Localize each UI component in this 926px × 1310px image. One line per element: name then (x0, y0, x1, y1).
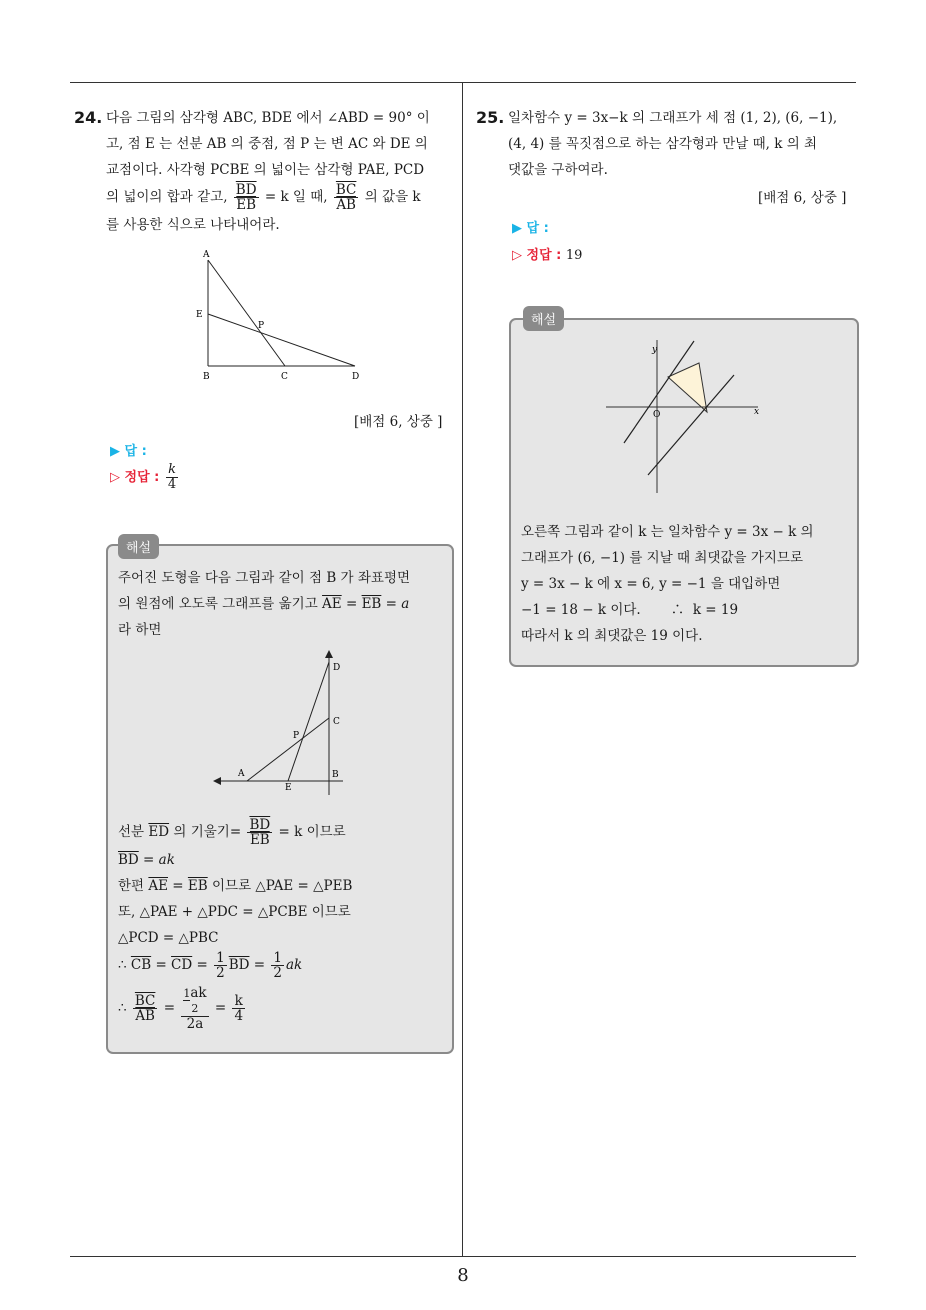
correct-answer (110, 463, 180, 492)
score-label: [배점 6, 상중 ] (758, 190, 847, 206)
coordinate-figure (205, 648, 365, 798)
fraction-bc-ab: $\frac{\overline{BC}}{AB}$ (335, 182, 357, 213)
q24-line4 (106, 183, 456, 212)
fig2-label-d: D (333, 663, 341, 673)
solution-steps (118, 818, 448, 1031)
sol-step5: △PCD = △PBC (118, 930, 219, 946)
fig2-label-e: E (285, 783, 292, 793)
label-e: E (196, 310, 203, 320)
correct-fraction: $\frac{k}{4}$ (167, 462, 177, 492)
fig2-label-a: A (238, 769, 245, 779)
graph-figure (600, 335, 770, 495)
correct-value: 19 (565, 248, 583, 263)
answer-label: ▶ 답 : (512, 221, 549, 236)
correct-label: ▷ 정답 : (110, 470, 160, 485)
solution-text (521, 519, 851, 649)
triangle-figure (190, 245, 380, 385)
sol-step4: 또, △PAE + △PDC = △PCBE 이므로 (118, 904, 351, 920)
q24-line3: 교점이다. 사각형 PCBE 의 넓이는 삼각형 PAE, PCD (106, 162, 425, 178)
sol-line4: −1 = 18 − k 이다. ∴ k = 19 (521, 602, 739, 618)
sol-line3: 라 하면 (118, 622, 162, 638)
answer-label: ▶ 답 : (110, 444, 147, 459)
sol-line2: 의 원점에 오도록 그래프를 옮기고 $\overline{AE} = \overline{EB} = a$ (118, 596, 410, 612)
q24-line2: 고, 점 E 는 선분 AB 의 중점, 점 P 는 변 AC 와 DE 의 (106, 136, 428, 152)
axis-x-label: x (754, 407, 760, 417)
score-label: [배점 6, 상중 ] (354, 414, 443, 430)
q24-line4-c: 의 값을 k (364, 189, 421, 205)
solution-tab: 해설 (523, 306, 564, 331)
sol-step7: ∴ $\frac{\overline{BC}}{AB}$ = 1ak 2 2a = $\frac{k}{4}$ (118, 985, 244, 1032)
fraction-bd-eb: $\frac{\overline{BD}}{EB}$ (235, 182, 257, 213)
sol-line5: 따라서 k 의 최댓값은 19 이다. (521, 628, 703, 644)
label-b: B (203, 372, 210, 382)
solution-tab: 해설 (118, 534, 159, 559)
label-p: P (258, 321, 265, 331)
question-text (508, 105, 858, 183)
sol-step6: ∴ $\overline{CB} = \overline{CD}$ = $\frac{1}{2}$ $\overline{BD}$ = $\frac{1}{2}$ ak (118, 950, 303, 981)
label-d: D (352, 372, 360, 382)
sol-step2: $\overline{BD}$ = ak (118, 852, 175, 868)
q24-line4-b: = k 일 때, (264, 189, 328, 205)
label-c: C (281, 372, 288, 382)
correct-label: ▷ 정답 : (512, 248, 562, 263)
question-number: 25. (476, 108, 505, 127)
q25-line1: 일차함수 y = 3x−k 의 그래프가 세 점 (1, 2), (6, −1), (508, 110, 838, 126)
q25-line3: 댓값을 구하여라. (508, 162, 608, 178)
q24-line5: 를 사용한 식으로 나타내어라. (106, 217, 280, 233)
label-a: A (203, 250, 210, 260)
correct-answer (512, 244, 582, 263)
origin-label: O (653, 410, 661, 420)
fig2-label-c: C (333, 717, 340, 727)
q24-line1: 다음 그림의 삼각형 ABC, BDE 에서 ∠ABD = 90° 이 (106, 110, 430, 126)
axis-y-label: y (652, 345, 658, 355)
fig2-label-p: P (293, 731, 300, 741)
question-text (106, 105, 456, 238)
sol-line1: 오른쪽 그림과 같이 k 는 일차함수 y = 3x − k 의 (521, 524, 814, 540)
sol-line1: 주어진 도형을 다음 그림과 같이 점 B 가 좌표평면 (118, 570, 411, 586)
q25-line2: (4, 4) 를 꼭짓점으로 하는 삼각형과 만날 때, k 의 최 (508, 136, 818, 152)
q24-line4-a: 의 넓이의 합과 같고, (106, 189, 228, 205)
fig2-label-b: B (332, 770, 339, 780)
sol-step1: 선분 $\overline{ED}$ 의 기울기= $\frac{\overline{BD}}{EB}$ = k 이므로 (118, 817, 346, 848)
solution-intro (118, 565, 448, 643)
bottom-rule (70, 1256, 856, 1257)
sol-step3: 한편 $\overline{AE} = \overline{EB}$ 이므로 △PAE = △PEB (118, 878, 353, 894)
sol-line3: y = 3x − k 에 x = 6, y = −1 을 대입하면 (521, 576, 781, 592)
sol-line2: 그래프가 (6, −1) 를 지날 때 최댓값을 가지므로 (521, 550, 804, 566)
column-divider (462, 82, 463, 1257)
question-number: 24. (74, 108, 103, 127)
top-rule (70, 82, 856, 83)
page-number: 8 (457, 1265, 469, 1286)
